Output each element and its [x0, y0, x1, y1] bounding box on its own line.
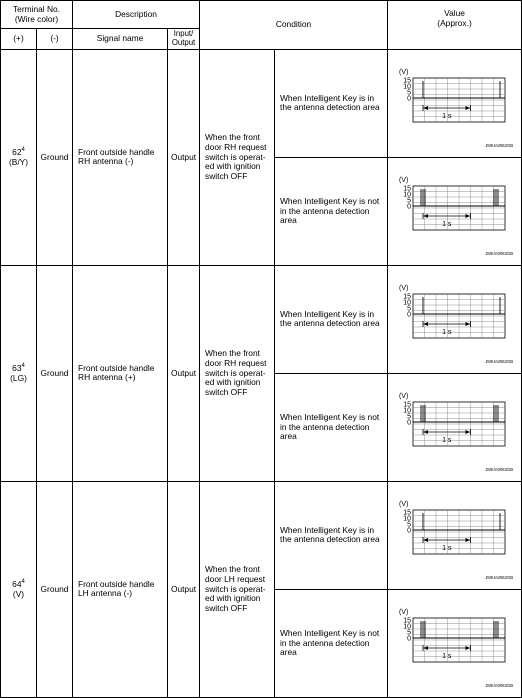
time-marker-arrow	[465, 106, 470, 110]
y-tick-label: 15	[402, 293, 411, 301]
header-plus: (+)	[1, 29, 37, 50]
header-value: Value (Approx.)	[388, 1, 522, 50]
figure-code: JMKIA0063GB	[484, 251, 513, 257]
header-minus: (-)	[37, 29, 73, 50]
y-tick-label: 15	[402, 617, 411, 625]
waveform-cell	[388, 373, 522, 481]
header-input-output: Input/ Output	[168, 29, 200, 50]
y-tick-label: 5	[406, 197, 411, 205]
terminal-number: 63	[12, 363, 22, 374]
time-marker-arrow	[423, 322, 428, 326]
y-tick-label: 5	[406, 89, 411, 97]
y-tick-label: 10	[402, 515, 411, 523]
key-condition-cell: When Intelligent Key is in the antenna detection area	[275, 49, 388, 157]
time-marker-arrow	[423, 106, 428, 110]
io-cell: Output	[168, 265, 200, 481]
time-scale-label: 1 s	[441, 329, 451, 337]
unit-label: (V)	[398, 177, 408, 185]
terminal-number: 64	[12, 579, 22, 590]
wire-color: (LG)	[10, 372, 27, 383]
y-tick-label: 15	[402, 401, 411, 409]
switch-condition-cell: When the front door RH request switch is operat-ed with ignition switch OFF	[200, 49, 275, 265]
waveform-cell	[388, 265, 522, 373]
signal-name-cell: Front outside handle RH antenna (+)	[73, 265, 168, 481]
figure-code: JMKIA0063GB	[484, 467, 513, 473]
ground-cell: Ground	[37, 49, 73, 265]
terminal-note: 4	[21, 579, 25, 586]
waveform-cell	[388, 49, 522, 157]
time-marker-arrow	[423, 430, 428, 434]
unit-label: (V)	[398, 393, 408, 401]
ground-cell: Ground	[37, 265, 73, 481]
time-scale-label: 1 s	[441, 113, 451, 121]
wire-color: (B/Y)	[8, 156, 29, 167]
time-scale-label: 1 s	[441, 545, 451, 553]
terminal-cell	[1, 49, 37, 265]
time-marker-arrow	[423, 214, 428, 218]
figure-code: JMKIA0062GB	[484, 143, 513, 149]
y-tick-label: 0	[406, 95, 411, 103]
terminal-cell	[1, 481, 37, 697]
time-scale-label: 1 s	[441, 437, 451, 445]
y-tick-label: 0	[406, 635, 411, 643]
table-row	[1, 481, 522, 589]
header-description: Description	[73, 1, 200, 29]
waveform-graph	[395, 594, 515, 692]
unit-label: (V)	[398, 69, 408, 77]
y-tick-label: 5	[406, 413, 411, 421]
waveform-graph	[395, 54, 515, 152]
time-marker-arrow	[465, 646, 470, 650]
y-tick-label: 10	[402, 191, 411, 199]
y-tick-label: 10	[402, 299, 411, 307]
figure-code: JMKIA0062GB	[484, 359, 513, 365]
key-condition-cell: When Intelligent Key is not in the antenna detection area	[275, 373, 388, 481]
time-marker-arrow	[465, 538, 470, 542]
y-tick-label: 15	[402, 509, 411, 517]
key-condition-cell: When Intelligent Key is in the antenna detection area	[275, 265, 388, 373]
figure-code: JMKIA0063GB	[484, 683, 513, 689]
table-row	[1, 265, 522, 373]
time-marker-arrow	[423, 646, 428, 650]
switch-condition-cell: When the front door LH request switch is operat-ed with ignition switch OFF	[200, 481, 275, 697]
time-scale-label: 1 s	[441, 653, 451, 661]
time-marker-arrow	[423, 538, 428, 542]
y-tick-label: 15	[402, 77, 411, 85]
wire-color: (V)	[12, 588, 25, 599]
terminal-note: 4	[21, 147, 25, 154]
header-signal-name: Signal name	[73, 29, 168, 50]
y-tick-label: 10	[402, 623, 411, 631]
y-tick-label: 5	[406, 629, 411, 637]
table-row	[1, 49, 522, 157]
unit-label: (V)	[398, 285, 408, 293]
io-cell: Output	[168, 481, 200, 697]
switch-condition-cell: When the front door RH request switch is operat-ed with ignition switch OFF	[200, 265, 275, 481]
waveform-graph	[395, 270, 515, 368]
header-terminal-no: Terminal No. (Wire color)	[1, 1, 73, 29]
terminal-number: 62	[12, 147, 22, 158]
y-tick-label: 0	[406, 311, 411, 319]
y-tick-label: 0	[406, 419, 411, 427]
time-marker-arrow	[465, 430, 470, 434]
waveform-graph	[395, 486, 515, 584]
key-condition-cell: When Intelligent Key is not in the antenna detection area	[275, 157, 388, 265]
signal-name-cell: Front outside handle LH antenna (-)	[73, 481, 168, 697]
y-tick-label: 10	[402, 407, 411, 415]
time-marker-arrow	[465, 322, 470, 326]
terminal-note: 4	[21, 363, 25, 370]
y-tick-label: 10	[402, 83, 411, 91]
terminal-cell	[1, 265, 37, 481]
y-tick-label: 5	[406, 521, 411, 529]
y-tick-label: 0	[406, 203, 411, 211]
unit-label: (V)	[398, 609, 408, 617]
io-cell: Output	[168, 49, 200, 265]
waveform-cell	[388, 589, 522, 697]
y-tick-label: 15	[402, 185, 411, 193]
header-condition: Condition	[200, 1, 388, 50]
y-tick-label: 0	[406, 527, 411, 535]
signal-name-cell: Front outside handle RH antenna (-)	[73, 49, 168, 265]
waveform-cell	[388, 157, 522, 265]
time-marker-arrow	[465, 214, 470, 218]
figure-code: JMKIA0062GB	[484, 575, 513, 581]
y-tick-label: 5	[406, 305, 411, 313]
ground-cell: Ground	[37, 481, 73, 697]
time-scale-label: 1 s	[441, 221, 451, 229]
key-condition-cell: When Intelligent Key is not in the antenna detection area	[275, 589, 388, 697]
key-condition-cell: When Intelligent Key is in the antenna detection area	[275, 481, 388, 589]
waveform-cell	[388, 481, 522, 589]
waveform-graph	[395, 162, 515, 260]
unit-label: (V)	[398, 501, 408, 509]
waveform-graph	[395, 378, 515, 476]
